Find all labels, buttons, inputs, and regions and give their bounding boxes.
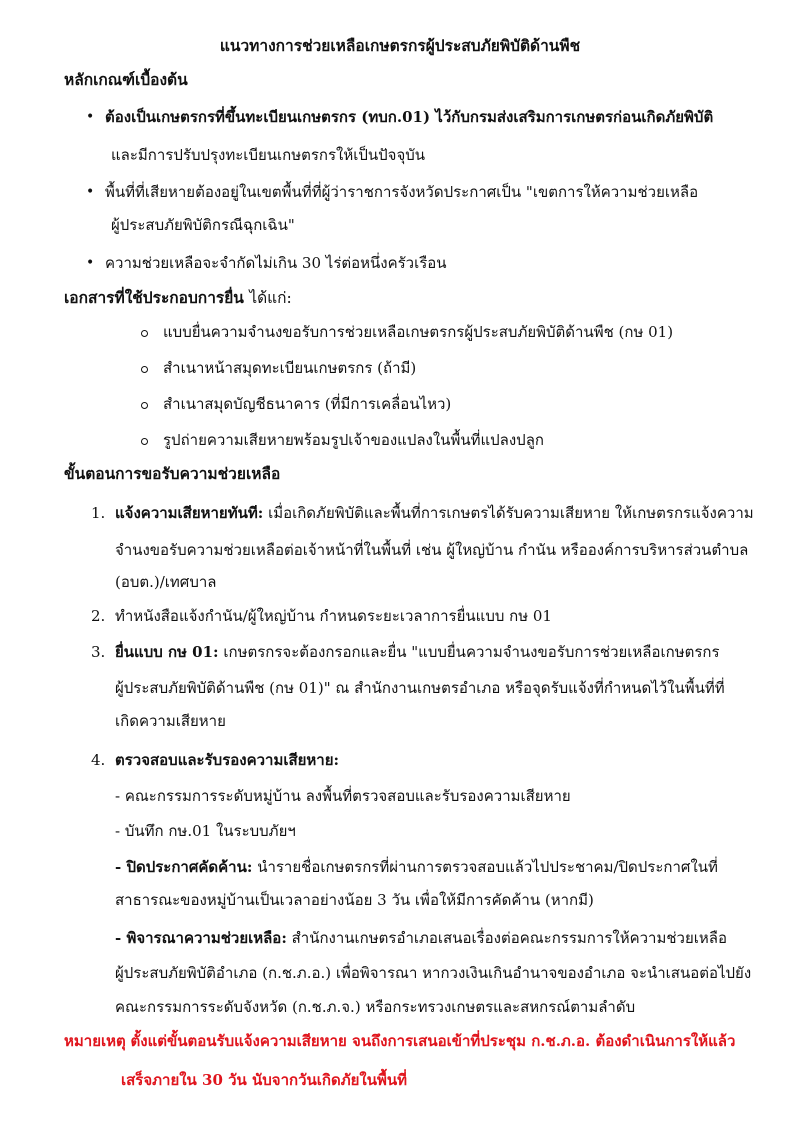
step-3-line-3: เกิดความเสียหาย — [115, 712, 226, 730]
note-text-1: ตั้งแต่ขั้นตอนรับแจ้งความเสียหาย จนถึงการเสนอเข้าที่ประชุม ก.ช.ภ.อ. ต้องดำเนินการให้แล้ว — [130, 1032, 736, 1050]
step-4-sub-3-title: - ปิดประกาศคัดค้าน: — [115, 858, 253, 876]
note-label: หมายเหตุ — [64, 1032, 126, 1050]
step-3-text: เกษตรกรจะต้องกรอกและยื่น "แบบยื่นความจำนงขอรับการช่วยเหลือเกษตรกร — [223, 643, 720, 661]
document-item-3: สำเนาสมุดบัญชีธนาคาร (ที่มีการเคลื่อนไหว) — [163, 395, 452, 413]
step-4-sub-4-line-1 — [115, 926, 727, 950]
step-1-line-1 — [115, 501, 754, 525]
criteria-item-2-line-1: พื้นที่ที่เสียหายต้องอยู่ในเขตพื้นที่ที่ผู้ว่าราชการจังหวัดประกาศเป็น "เขตการให้ความช่วยเหลือ — [105, 183, 699, 201]
documents-heading-label: เอกสารที่ใช้ประกอบการยื่น — [64, 288, 244, 307]
bullet-icon: • — [86, 184, 95, 200]
criteria-item-1-line-1: ต้องเป็นเกษตรกรที่ขึ้นทะเบียนเกษตรกร (ทบก.01) ไว้กับกรมส่งเสริมการเกษตรก่อนเกิดภัยพิบัติ — [105, 108, 714, 126]
step-3-line-1 — [115, 640, 720, 664]
step-4-sub-3-line-2: สาธารณะของหมู่บ้านเป็นเวลาอย่างน้อย 3 วัน เพื่อให้มีการคัดค้าน (หากมี) — [115, 891, 594, 909]
step-4-sub-4-line-3: คณะกรรมการระดับจังหวัด (ก.ช.ภ.จ.) หรือกระทรวงเกษตรและสหกรณ์ตามลำดับ — [115, 998, 636, 1016]
step-4-sub-3-text: นำรายชื่อเกษตรกรที่ผ่านการตรวจสอบแล้วไปประชาคม/ปิดประกาศในที่ — [257, 858, 718, 876]
step-4-title: ตรวจสอบและรับรองความเสียหาย: — [115, 751, 340, 769]
step-1-number: 1. — [91, 504, 106, 522]
step-4-sub-3-line-1 — [115, 855, 718, 879]
document-item-1: แบบยื่นความจำนงขอรับการช่วยเหลือเกษตรกรผู้ประสบภัยพิบัติด้านพืช (กษ 01) — [163, 323, 674, 341]
step-4-sub-4-title: - พิจารณาความช่วยเหลือ: — [115, 929, 287, 947]
note-line-1 — [64, 1029, 735, 1053]
step-3-title: ยื่นแบบ กษ 01: — [115, 643, 219, 661]
circle-bullet-icon — [141, 330, 148, 337]
step-1-title: แจ้งความเสียหายทันที: — [115, 504, 264, 522]
steps-heading: ขั้นตอนการขอรับความช่วยเหลือ — [64, 464, 281, 483]
criteria-item-3: ความช่วยเหลือจะจำกัดไม่เกิน 30 ไร่ต่อหนึ่งครัวเรือน — [105, 254, 447, 272]
criteria-heading: หลักเกณฑ์เบื้องต้น — [64, 70, 188, 89]
bullet-icon: • — [86, 109, 95, 125]
note-line-2: เสร็จภายใน 30 วัน นับจากวันเกิดภัยในพื้นที่ — [121, 1071, 408, 1089]
step-1-line-3: (อบต.)/เทศบาล — [115, 573, 217, 591]
documents-heading — [64, 286, 292, 310]
criteria-item-1-line-2: และมีการปรับปรุงทะเบียนเกษตรกรให้เป็นปัจจุบัน — [111, 146, 426, 164]
step-4-sub-1: - คณะกรรมการระดับหมู่บ้าน ลงพื้นที่ตรวจสอบและรับรองความเสียหาย — [115, 787, 571, 805]
step-2-number: 2. — [91, 607, 106, 625]
step-2-text: ทำหนังสือแจ้งกำนัน/ผู้ใหญ่บ้าน กำหนดระยะเวลาการยื่นแบบ กษ 01 — [115, 607, 552, 625]
step-4-sub-2: - บันทึก กษ.01 ในระบบภัยฯ — [115, 822, 296, 840]
step-1-line-2: จำนงขอรับความช่วยเหลือต่อเจ้าหน้าที่ในพื้นที่ เช่น ผู้ใหญ่บ้าน กำนัน หรือองค์การบริหารส่วนตำบล — [115, 541, 749, 559]
document-item-2: สำเนาหน้าสมุดทะเบียนเกษตรกร (ถ้ามี) — [163, 359, 417, 377]
criteria-item-2-line-2: ผู้ประสบภัยพิบัติกรณีฉุกเฉิน" — [111, 216, 295, 234]
bullet-icon: • — [86, 255, 95, 271]
documents-heading-suffix: ได้แก่: — [249, 289, 292, 307]
step-4-number: 4. — [91, 751, 106, 769]
step-3-line-2: ผู้ประสบภัยพิบัติด้านพืช (กษ 01)" ณ สำนักงานเกษตรอำเภอ หรือจุดรับแจ้งที่กำหนดไว้ในพื้นที่ที่ — [115, 679, 725, 697]
step-4-sub-4-text: สำนักงานเกษตรอำเภอเสนอเรื่องต่อคณะกรรมการให้ความช่วยเหลือ — [291, 929, 727, 947]
circle-bullet-icon — [141, 366, 148, 373]
document-item-4: รูปถ่ายความเสียหายพร้อมรูปเจ้าของแปลงในพื้นที่แปลงปลูก — [163, 431, 544, 449]
step-3-number: 3. — [91, 643, 106, 661]
step-1-text: เมื่อเกิดภัยพิบัติและพื้นที่การเกษตรได้รับความเสียหาย ให้เกษตรกรแจ้งความ — [268, 504, 754, 522]
circle-bullet-icon — [141, 438, 148, 445]
document-title: แนวทางการช่วยเหลือเกษตรกรผู้ประสบภัยพิบัติด้านพืช — [219, 36, 581, 55]
step-4-sub-4-line-2: ผู้ประสบภัยพิบัติอำเภอ (ก.ช.ภ.อ.) เพื่อพิจารณา หากวงเงินเกินอำนาจของอำเภอ จะนำเสนอต่อไปยัง — [115, 964, 752, 982]
circle-bullet-icon — [141, 402, 148, 409]
